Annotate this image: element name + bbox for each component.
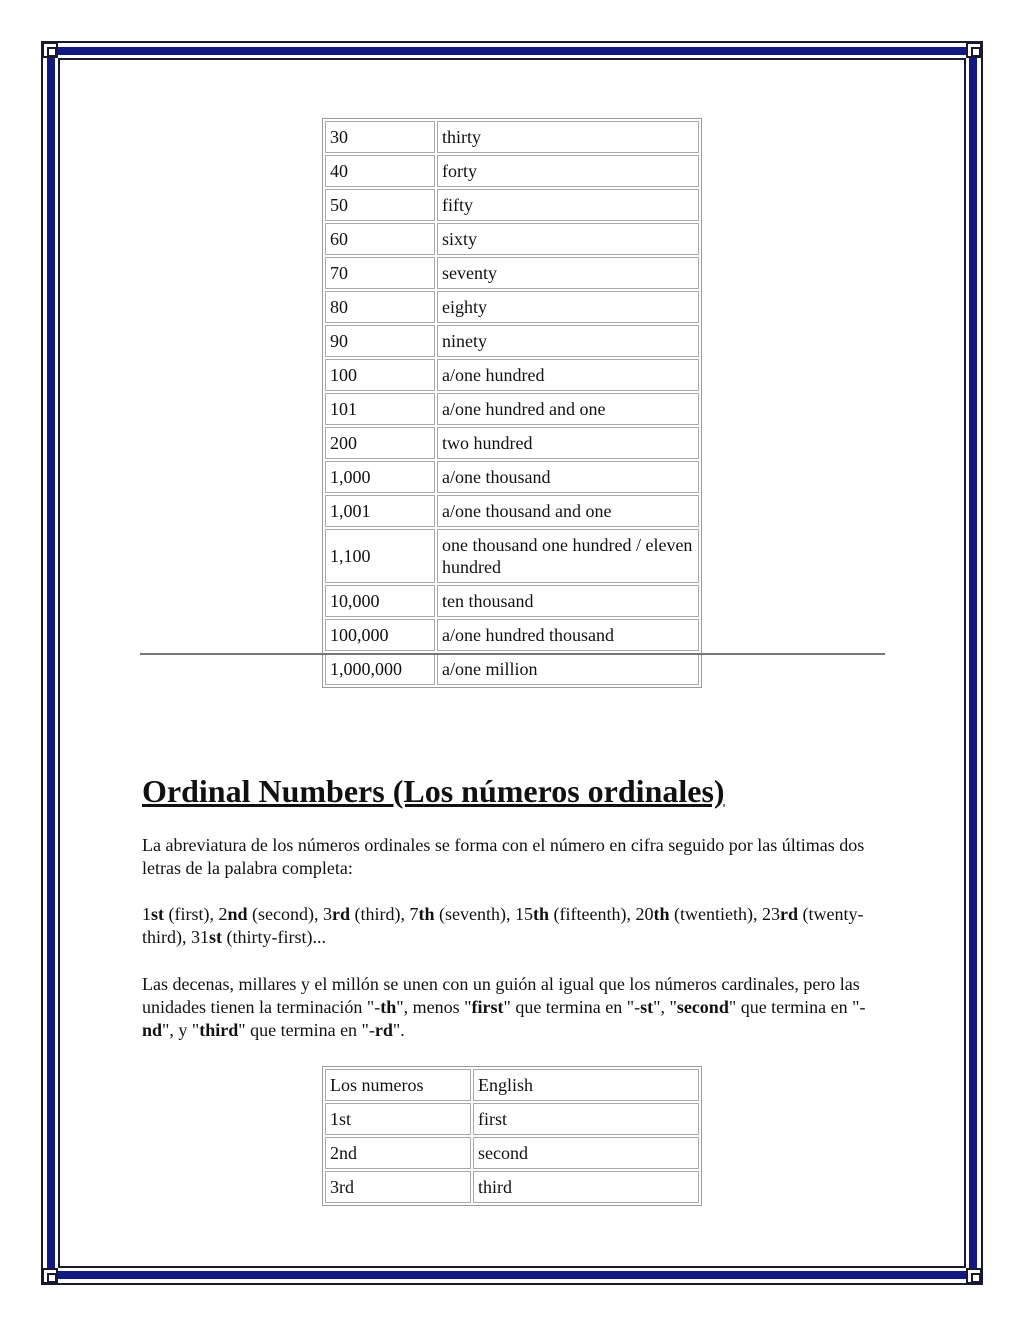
bold-text-run: rd: [779, 904, 798, 924]
column-header: Los numeros: [325, 1069, 471, 1101]
text-run: (fifteenth), 20: [549, 904, 654, 924]
cardinal-numbers-table: [322, 118, 702, 688]
word-cell: third: [473, 1171, 699, 1203]
text-run: " que termina en "-: [503, 997, 641, 1017]
bold-text-run: third: [199, 1020, 239, 1040]
text-run: " que termina en "-: [728, 997, 866, 1017]
number-cell: 3rd: [325, 1171, 471, 1203]
number-cell: 100: [325, 359, 435, 391]
table-row: [325, 653, 699, 685]
table-row: [325, 257, 699, 289]
word-cell: ten thousand: [437, 585, 699, 617]
table-row: [325, 121, 699, 153]
number-cell: 70: [325, 257, 435, 289]
text-run: ", ": [653, 997, 677, 1017]
ordinal-numbers-table: [322, 1066, 702, 1206]
table-row: [325, 155, 699, 187]
horizontal-rule: [140, 653, 885, 655]
bold-text-run: nd: [142, 1020, 163, 1040]
text-run: ", menos ": [396, 997, 472, 1017]
bold-text-run: second: [676, 997, 729, 1017]
number-cell: 1st: [325, 1103, 471, 1135]
examples-paragraph: [142, 903, 887, 949]
word-cell: sixty: [437, 223, 699, 255]
table-row: [325, 1137, 699, 1169]
table-row: [325, 495, 699, 527]
intro-paragraph: La abreviatura de los números ordinales se forma con el número en cifra seguido por las últimas dos letras de la palabra completa:: [142, 835, 865, 878]
bold-text-run: th: [418, 904, 435, 924]
word-cell: a/one hundred thousand: [437, 619, 699, 651]
table-row: [325, 393, 699, 425]
text-run: (first), 2: [164, 904, 228, 924]
word-cell: seventy: [437, 257, 699, 289]
bold-text-run: first: [471, 997, 504, 1017]
number-cell: 1,100: [325, 529, 435, 583]
number-cell: 80: [325, 291, 435, 323]
number-cell: 1,000: [325, 461, 435, 493]
word-cell: eighty: [437, 291, 699, 323]
table-row: [325, 1103, 699, 1135]
corner-ornament-bottom-right: [966, 1268, 982, 1284]
text-run: ".: [392, 1020, 405, 1040]
table-row: [325, 189, 699, 221]
table-row: [325, 359, 699, 391]
text-run: ", y ": [162, 1020, 200, 1040]
bold-text-run: st: [151, 904, 164, 924]
table-row: [325, 325, 699, 357]
table-row: [325, 223, 699, 255]
table-row: [325, 427, 699, 459]
text-run: Las decenas, millares y el millón se unen con un guión al igual que los números cardinales, pero las unidades tienen la terminación "-: [142, 974, 860, 1017]
text-run: 1: [142, 904, 151, 924]
number-cell: 30: [325, 121, 435, 153]
table-row: [325, 529, 699, 583]
table-row: [325, 585, 699, 617]
word-cell: ninety: [437, 325, 699, 357]
word-cell: a/one hundred: [437, 359, 699, 391]
word-cell: first: [473, 1103, 699, 1135]
number-cell: 100,000: [325, 619, 435, 651]
word-cell: one thousand one hundred / eleven hundred: [437, 529, 699, 583]
column-header: English: [473, 1069, 699, 1101]
number-cell: 200: [325, 427, 435, 459]
word-cell: thirty: [437, 121, 699, 153]
bold-text-run: st: [209, 927, 222, 947]
number-cell: 1,001: [325, 495, 435, 527]
corner-ornament-top-right: [966, 42, 982, 58]
number-cell: 10,000: [325, 585, 435, 617]
corner-ornament-top-left: [42, 42, 58, 58]
bold-text-run: th: [532, 904, 549, 924]
word-cell: a/one thousand and one: [437, 495, 699, 527]
bold-text-run: th: [653, 904, 670, 924]
bold-text-run: rd: [374, 1020, 393, 1040]
word-cell: a/one thousand: [437, 461, 699, 493]
word-cell: two hundred: [437, 427, 699, 459]
word-cell: a/one million: [437, 653, 699, 685]
text-run: (thirty-first)...: [222, 927, 326, 947]
table-row: [325, 619, 699, 651]
bold-text-run: th: [380, 997, 397, 1017]
word-cell: a/one hundred and one: [437, 393, 699, 425]
text-run: (seventh), 15: [434, 904, 533, 924]
table-row: [325, 1171, 699, 1203]
number-cell: 101: [325, 393, 435, 425]
corner-ornament-bottom-left: [42, 1268, 58, 1284]
number-cell: 90: [325, 325, 435, 357]
bold-text-run: nd: [227, 904, 248, 924]
text-run: (second), 3: [247, 904, 332, 924]
word-cell: fifty: [437, 189, 699, 221]
table-row: [325, 291, 699, 323]
text-run: (twentieth), 23: [669, 904, 780, 924]
text-run: " que termina en "-: [238, 1020, 375, 1040]
table-row: [325, 461, 699, 493]
bold-text-run: rd: [332, 904, 350, 924]
word-cell: forty: [437, 155, 699, 187]
number-cell: 1,000,000: [325, 653, 435, 685]
text-run: (third), 7: [350, 904, 419, 924]
text-run: (twenty-third), 31: [142, 904, 864, 947]
bold-text-run: st: [640, 997, 654, 1017]
number-cell: 60: [325, 223, 435, 255]
number-cell: 50: [325, 189, 435, 221]
section-title: Ordinal Numbers (Los números ordinales): [142, 773, 725, 809]
number-cell: 40: [325, 155, 435, 187]
number-cell: 2nd: [325, 1137, 471, 1169]
rules-paragraph: [142, 973, 887, 1042]
table-header-row: [325, 1069, 699, 1101]
word-cell: second: [473, 1137, 699, 1169]
